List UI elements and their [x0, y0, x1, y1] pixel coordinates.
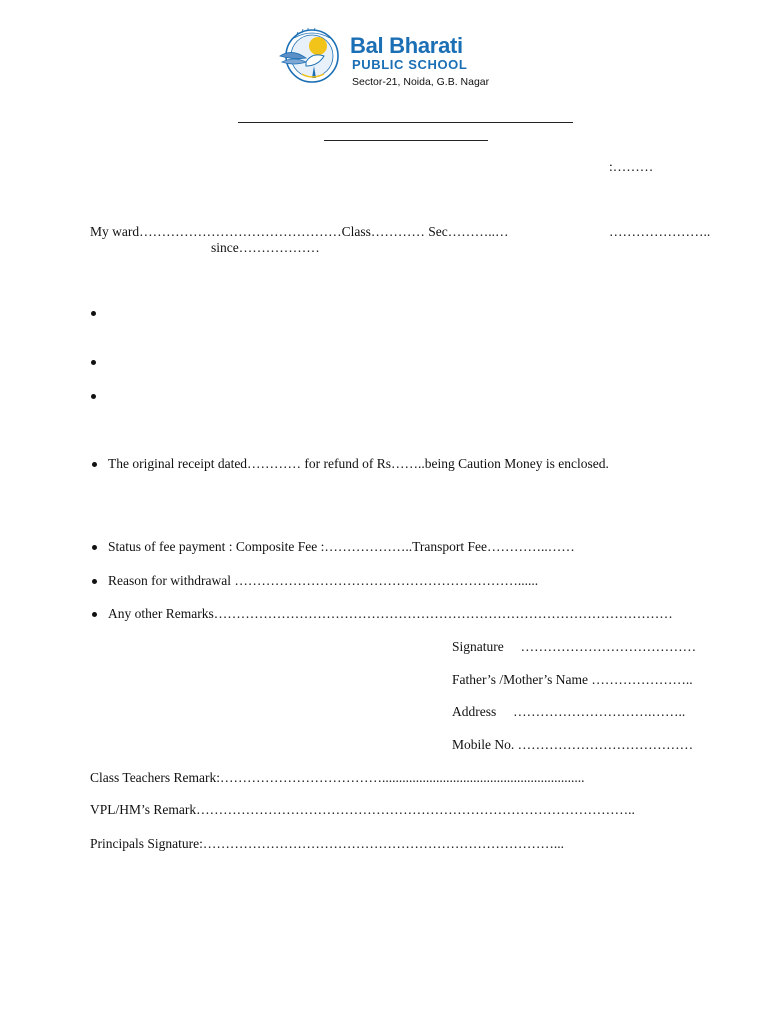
withdrawal-reason-line: Reason for withdrawal ………………………………………………………......: [108, 573, 539, 588]
parent-name-line: Father’s /Mother’s Name …………………..: [452, 672, 693, 687]
ward-details-dots: …………………..: [609, 224, 711, 239]
school-emblem-icon: [272, 26, 348, 86]
ward-details-line: My ward………………………………………Class………… Sec………..…: [90, 224, 509, 239]
vpl-hm-remark-line: VPL/HM’s Remark……………………………………………………………………………………..: [90, 802, 635, 817]
signature-line: Signature …………………………………: [452, 639, 697, 654]
since-line: since………………: [211, 240, 320, 255]
receipt-line: The original receipt dated………… for refund of Rs……..being Caution Money is enclosed.: [108, 456, 609, 471]
address-line: Address ………………………….……..: [452, 704, 686, 719]
bullet-marker: [92, 579, 97, 584]
bullet-marker: [92, 462, 97, 467]
bullet-marker: [91, 360, 96, 365]
subtitle-underline: [324, 140, 488, 141]
school-subtitle: PUBLIC SCHOOL: [352, 57, 468, 72]
other-remarks-line: Any other Remarks…………………………………………………………………………………………: [108, 606, 673, 621]
fee-status-line: Status of fee payment : Composite Fee :………………..Transport Fee…………..……: [108, 539, 575, 554]
school-logo: [272, 26, 492, 96]
title-underline: [238, 122, 573, 123]
principal-signature-line: Principals Signature:……………………………………………………………………...: [90, 836, 564, 851]
bullet-marker: [91, 311, 96, 316]
school-name: Bal Bharati: [350, 33, 463, 58]
class-teacher-remark-line: Class Teachers Remark:………………………………............................................................: [90, 770, 585, 785]
school-address: Sector-21, Noida, G.B. Nagar: [352, 76, 490, 88]
date-field: :………: [609, 159, 654, 174]
bullet-marker: [91, 394, 96, 399]
bullet-marker: [92, 612, 97, 617]
mobile-line: Mobile No. …………………………………: [452, 737, 694, 752]
bullet-marker: [92, 545, 97, 550]
